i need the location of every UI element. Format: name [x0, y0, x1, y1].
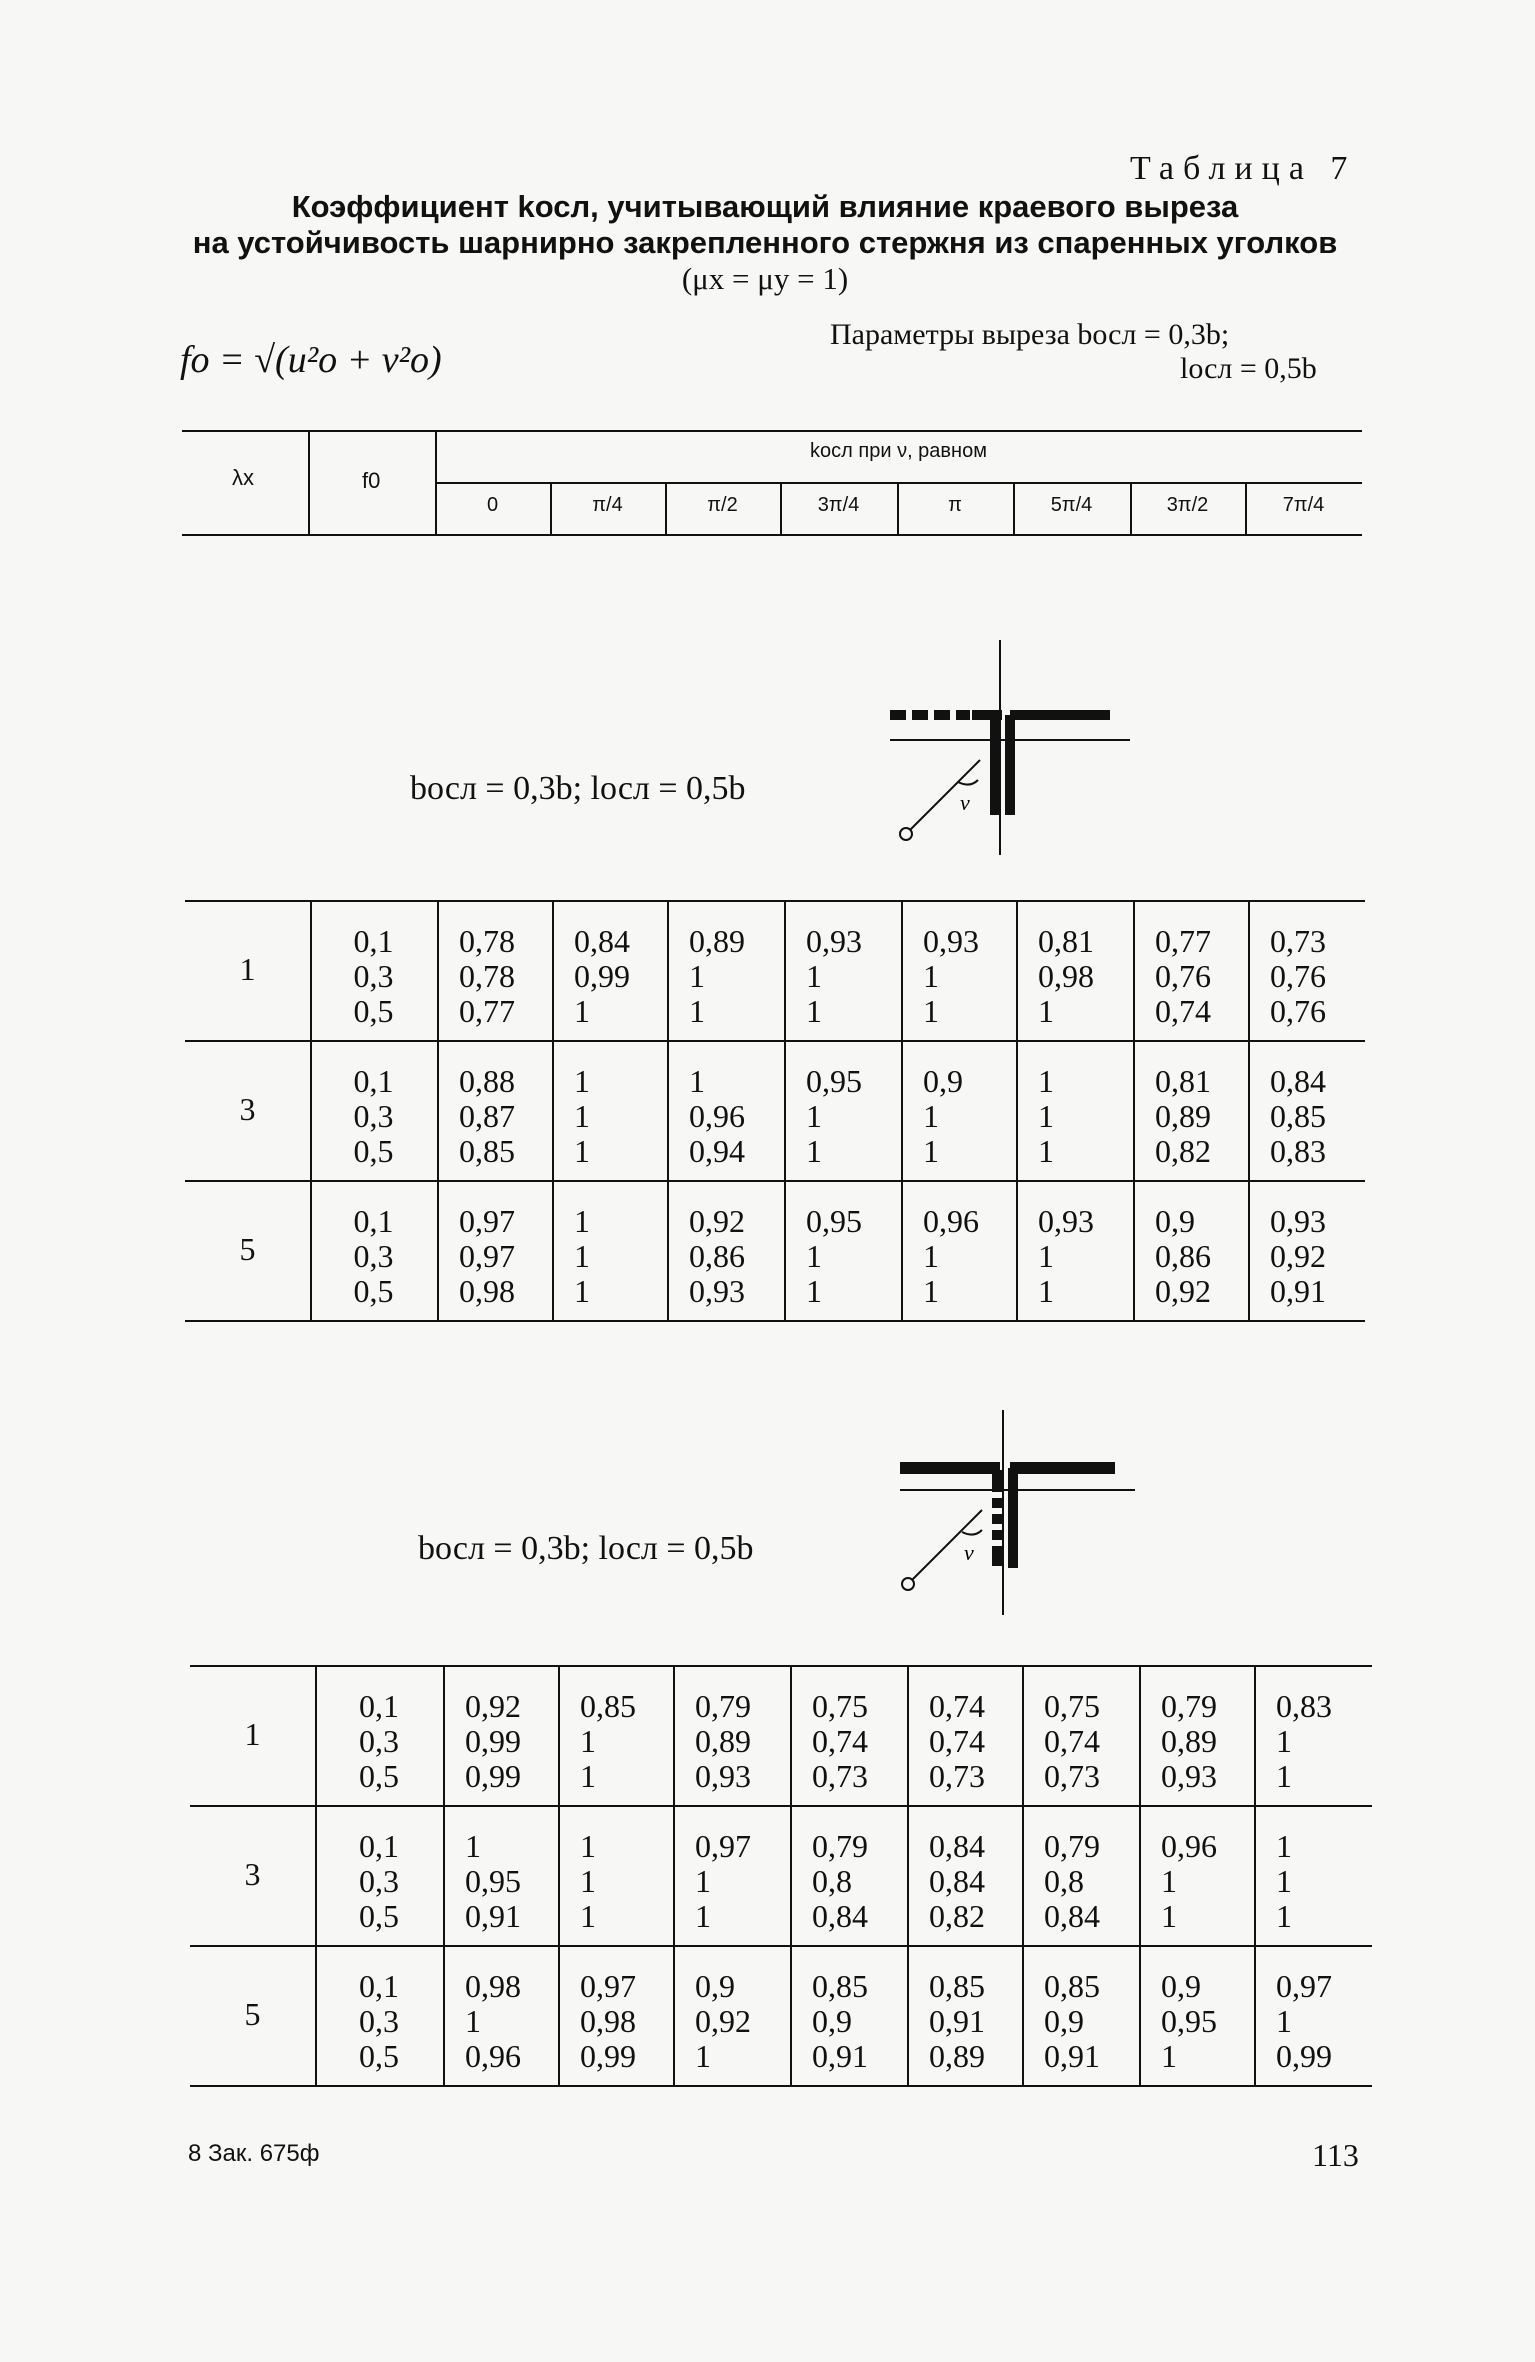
value-cell: 0,75 0,74 0,73: [812, 1688, 868, 1794]
row-rule: [190, 1945, 1372, 1947]
angle-header: 5π/4: [1050, 494, 1093, 516]
value-cell: 0,84 0,85 0,83: [1270, 1063, 1326, 1169]
column-divider: [1139, 1665, 1141, 2085]
row-rule: [185, 1040, 1365, 1042]
value-cell: 0,9 0,95 1: [1161, 1968, 1217, 2074]
value-cell: 0,97 1 1: [695, 1828, 751, 1934]
value-cell: 0,93 1 1: [806, 923, 862, 1029]
page-number: 113: [1312, 2137, 1359, 2173]
value-cell: 0,9 0,86 0,92: [1155, 1203, 1211, 1309]
column-divider: [784, 900, 786, 1320]
column-divider: [552, 900, 554, 1320]
f0-cell: 0,1 0,3 0,5: [359, 1828, 399, 1934]
value-cell: 0,93 1 1: [923, 923, 979, 1029]
header-bottom-rule: [182, 534, 1362, 536]
value-cell: 0,84 0,84 0,82: [929, 1828, 985, 1934]
lambda-cell: 1: [244, 1716, 261, 1752]
lambda-cell: 5: [244, 1996, 261, 2032]
column-divider: [907, 1665, 909, 2085]
value-cell: 1 1 1: [1038, 1063, 1054, 1169]
value-cell: 1 1 1: [574, 1203, 590, 1309]
value-cell: 0,95 1 1: [806, 1203, 862, 1309]
table-title-line1: Коэффициент kосл, учитывающий влияние краевого выреза: [291, 189, 1239, 224]
angle-header: π/2: [707, 494, 738, 516]
header-divider: [308, 430, 310, 534]
value-cell: 0,79 0,8 0,84: [812, 1828, 868, 1934]
row-rule: [185, 1180, 1365, 1182]
header-top-rule: [182, 430, 1362, 432]
angle-header: π/4: [592, 494, 623, 516]
value-cell: 0,75 0,74 0,73: [1044, 1688, 1100, 1794]
lambda-header: λx: [232, 465, 254, 490]
column-divider: [673, 1665, 675, 2085]
column-divider: [667, 900, 669, 1320]
value-cell: 0,77 0,76 0,74: [1155, 923, 1211, 1029]
column-divider: [901, 900, 903, 1320]
value-cell: 0,93 0,92 0,91: [1270, 1203, 1326, 1309]
value-cell: 1 1 1: [1276, 1828, 1292, 1934]
lambda-cell: 3: [244, 1856, 261, 1892]
value-cell: 0,84 0,99 1: [574, 923, 630, 1029]
value-cell: 1 1 1: [574, 1063, 590, 1169]
column-divider: [1133, 900, 1135, 1320]
f0-cell: 0,1 0,3 0,5: [359, 1968, 399, 2074]
column-divider: [437, 900, 439, 1320]
lambda-cell: 3: [239, 1091, 256, 1127]
value-cell: 0,79 0,8 0,84: [1044, 1828, 1100, 1934]
value-cell: 0,92 0,86 0,93: [689, 1203, 745, 1309]
section-rule: [185, 900, 1365, 902]
value-cell: 1 1 1: [580, 1828, 596, 1934]
value-cell: 0,79 0,89 0,93: [1161, 1688, 1217, 1794]
value-cell: 0,97 0,97 0,98: [459, 1203, 515, 1309]
angle-header: 0: [486, 494, 499, 516]
value-cell: 0,9 0,92 1: [695, 1968, 751, 2074]
angle-header: 3π/4: [817, 494, 860, 516]
value-cell: 0,78 0,78 0,77: [459, 923, 515, 1029]
column-divider: [1248, 900, 1250, 1320]
angle-header: 7π/4: [1282, 494, 1325, 516]
angle-label: ν: [960, 790, 970, 815]
value-cell: 0,81 0,98 1: [1038, 923, 1094, 1029]
value-cell: 0,85 0,91 0,89: [929, 1968, 985, 2074]
formula: fo = √(u²o + v²o): [180, 339, 442, 381]
value-cell: 0,79 0,89 0,93: [695, 1688, 751, 1794]
value-cell: 0,83 1 1: [1276, 1688, 1332, 1794]
value-cell: 0,9 1 1: [923, 1063, 963, 1169]
value-cell: 0,85 1 1: [580, 1688, 636, 1794]
column-divider: [558, 1665, 560, 2085]
angle-header: π: [948, 494, 962, 516]
value-cell: 0,85 0,9 0,91: [812, 1968, 868, 2074]
value-cell: 0,96 1 1: [923, 1203, 979, 1309]
value-cell: 0,95 1 1: [806, 1063, 862, 1169]
value-cell: 0,97 0,98 0,99: [580, 1968, 636, 2074]
value-cell: 0,96 1 1: [1161, 1828, 1217, 1934]
value-cell: 0,89 1 1: [689, 923, 745, 1029]
column-divider: [1016, 900, 1018, 1320]
section1-cutout-diagram: [880, 640, 1140, 860]
value-cell: 0,98 1 0,96: [465, 1968, 521, 2074]
section2-cutout-diagram: [880, 1410, 1140, 1620]
section2-label: bосл = 0,3b; lосл = 0,5b: [418, 1530, 754, 1567]
column-divider: [790, 1665, 792, 2085]
column-divider: [1254, 1665, 1256, 2085]
row-rule: [185, 1320, 1365, 1322]
f0-cell: 0,1 0,3 0,5: [359, 1688, 399, 1794]
value-cell: 0,74 0,74 0,73: [929, 1688, 985, 1794]
f0-cell: 0,1 0,3 0,5: [353, 1063, 394, 1169]
value-cell: 0,73 0,76 0,76: [1270, 923, 1326, 1029]
section1-label: bосл = 0,3b; lосл = 0,5b: [410, 770, 746, 807]
value-cell: 0,92 0,99 0,99: [465, 1688, 521, 1794]
value-cell: 0,93 1 1: [1038, 1203, 1094, 1309]
value-cell: 1 0,96 0,94: [689, 1063, 745, 1169]
row-rule: [190, 2085, 1372, 2087]
value-cell: 0,81 0,89 0,82: [1155, 1063, 1211, 1169]
f0-cell: 0,1 0,3 0,5: [353, 1203, 394, 1309]
angle-header: 3π/2: [1166, 494, 1209, 516]
lambda-cell: 5: [239, 1231, 256, 1267]
footer-order-number: 8 Зак. 675ф: [188, 2140, 320, 2167]
f0-cell: 0,1 0,3 0,5: [353, 923, 394, 1029]
cutout-params-line2: lосл = 0,5b: [1180, 352, 1317, 385]
column-divider: [443, 1665, 445, 2085]
value-cell: 0,97 1 0,99: [1276, 1968, 1332, 2074]
column-divider: [1022, 1665, 1024, 2085]
value-cell: 1 0,95 0,91: [465, 1828, 521, 1934]
f0-header: f0: [362, 468, 381, 493]
k-header: kосл при ν, равном: [810, 440, 987, 462]
table-title-line3: (μx = μy = 1): [681, 261, 849, 296]
table-number: Таблица 7: [1130, 150, 1357, 187]
cutout-params-line1: Параметры выреза bосл = 0,3b;: [830, 318, 1230, 351]
lambda-cell: 1: [239, 951, 256, 987]
section-rule: [190, 1665, 1372, 1667]
table-title-line2: на устойчивость шарнирно закрепленного стержня из спаренных уголков: [192, 225, 1338, 260]
row-rule: [190, 1805, 1372, 1807]
value-cell: 0,85 0,9 0,91: [1044, 1968, 1100, 2074]
angle-label: ν: [964, 1540, 974, 1565]
value-cell: 0,88 0,87 0,85: [459, 1063, 515, 1169]
